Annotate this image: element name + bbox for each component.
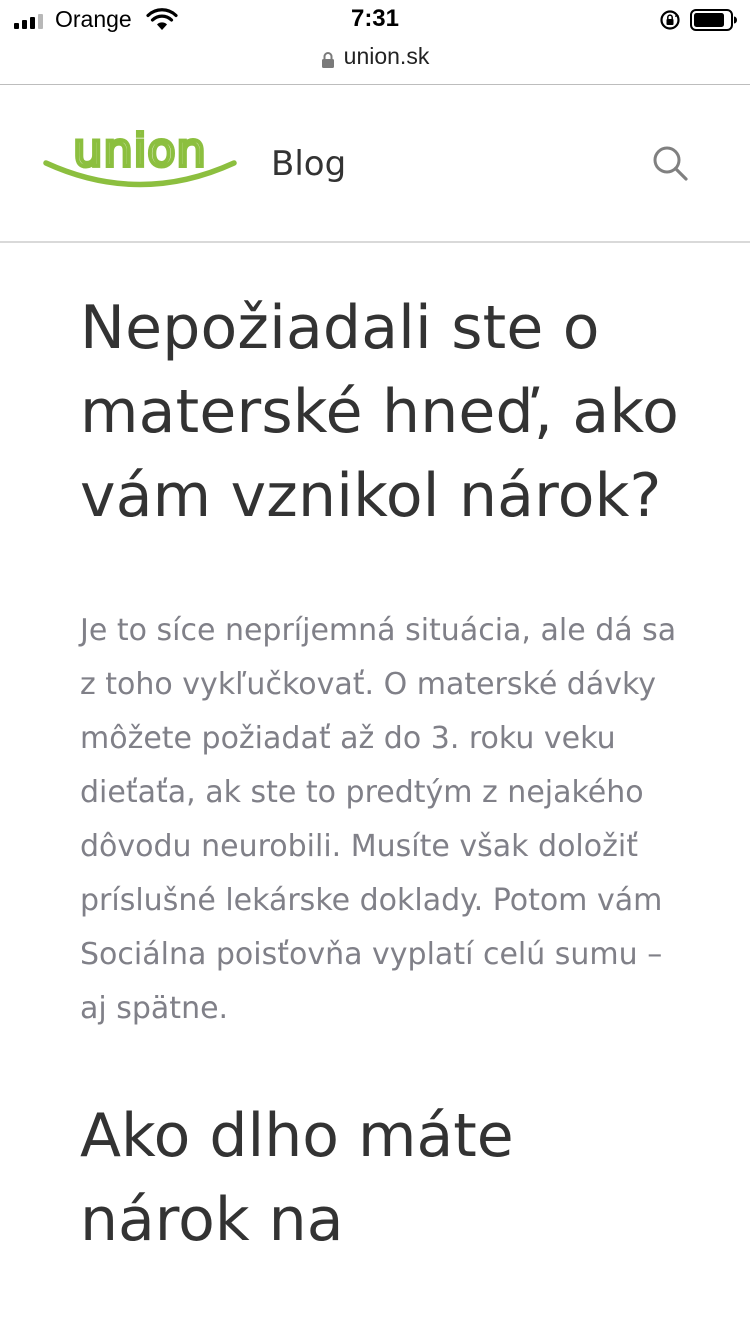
address-bar[interactable] bbox=[0, 40, 750, 84]
battery-icon bbox=[690, 9, 738, 31]
section-heading: Ako dlho máte nárok na bbox=[80, 1101, 514, 1255]
carrier-name: Orange bbox=[55, 6, 132, 32]
article-title: Nepožiadali ste o materské hneď, ako vám vznikol nárok? bbox=[80, 293, 680, 531]
site-header bbox=[0, 85, 750, 241]
union-logo[interactable] bbox=[42, 130, 238, 194]
lock-icon bbox=[321, 51, 335, 69]
status-bar bbox=[0, 0, 750, 40]
nav-blog-link[interactable]: Blog bbox=[271, 144, 347, 184]
svg-text:union: union bbox=[73, 130, 207, 177]
url-text: union.sk bbox=[343, 42, 430, 69]
article bbox=[80, 243, 680, 1262]
search-icon[interactable] bbox=[651, 144, 691, 184]
orientation-lock-icon bbox=[659, 9, 681, 31]
article-lead: Je to síce nepríjemná situácia, ale dá sa z toho vykľučkovať. O materské dávky môžete požiadať až do 3. roku veku dieťaťa, ak ste to predtým z nejakého dôvodu neurobili. Musíte však doložiť príslušné lekárske doklady. Potom vám Sociálna poisťovňa vyplatí celú sumu – aj spätne. bbox=[80, 613, 677, 1026]
clock: 7:31 bbox=[350, 5, 400, 32]
